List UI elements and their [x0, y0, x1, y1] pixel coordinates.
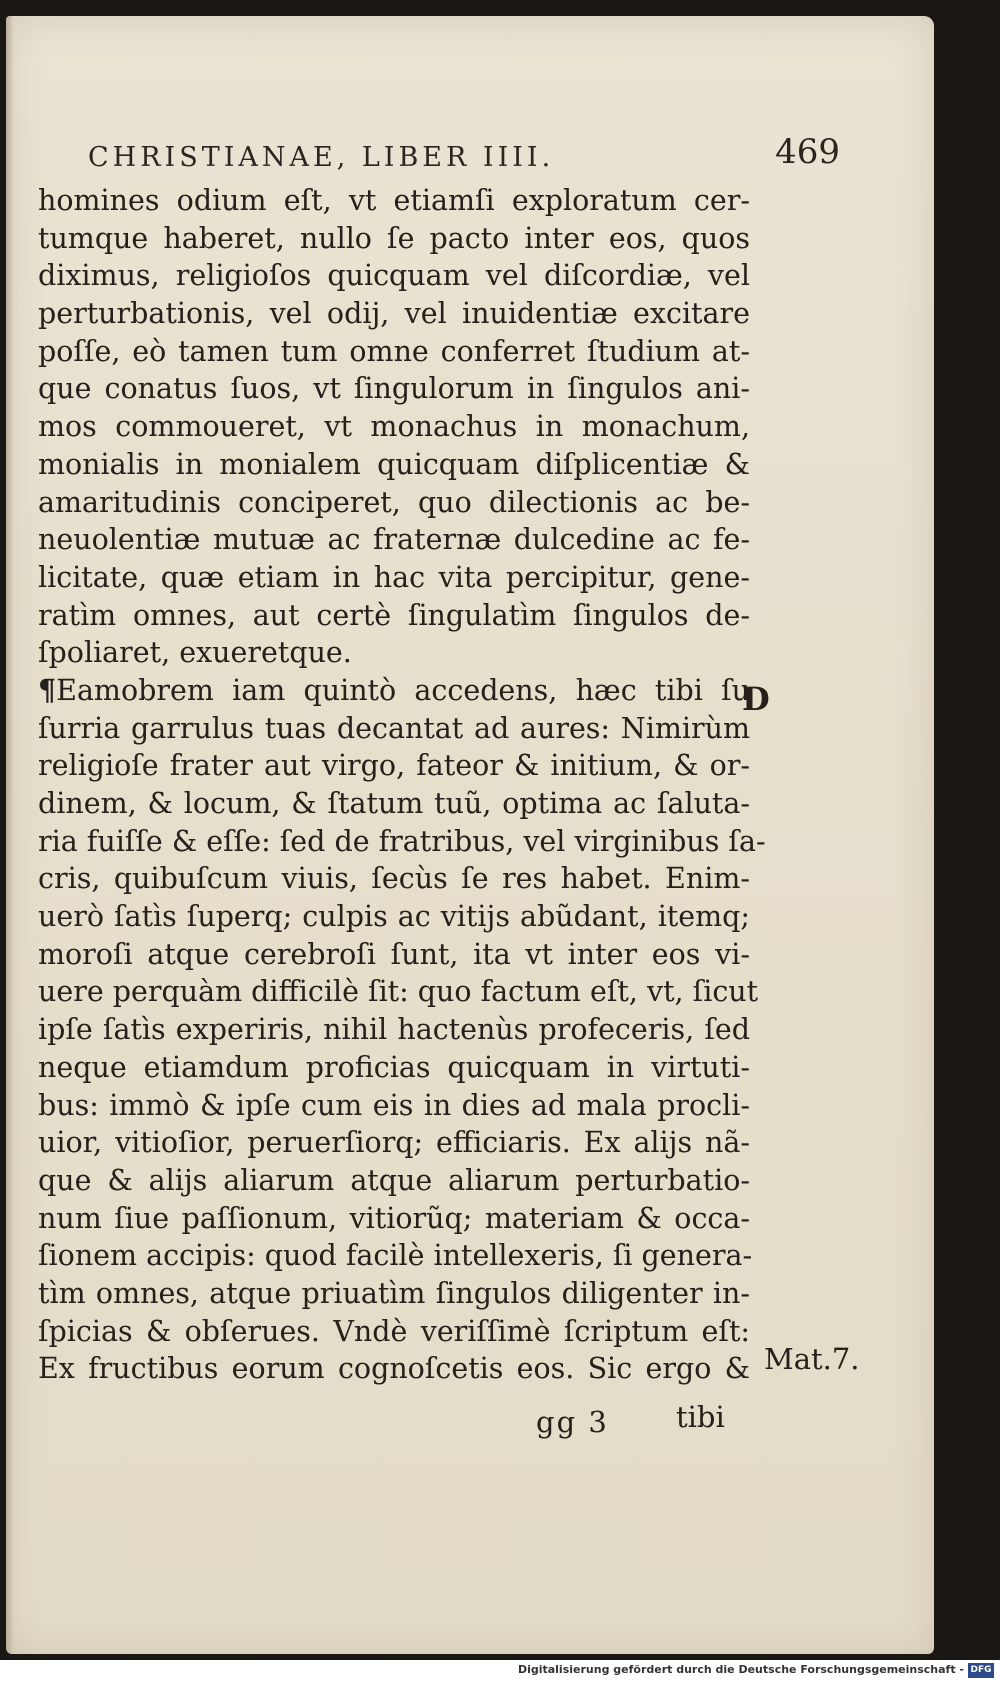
text-line: num ſiue paſſionum, vitiorũq; materiam & occa- — [38, 1201, 750, 1235]
text-line: monialis in monialem quicquam diſplicentiæ & — [38, 447, 750, 481]
text-line: Ex fructibus eorum cognoſcetis eos. Sic ergo & — [38, 1352, 750, 1386]
text-line: licitate, quæ etiam in hac vita percipitur, gene- — [38, 560, 750, 594]
text-line: cris, quibuſcum viuis, ſecùs ſe res habet. Enim- — [38, 862, 750, 896]
running-title: CHRISTIANAE, LIBER IIII. — [88, 142, 555, 173]
catchword: tibi — [676, 1400, 725, 1434]
text-line: religioſe frater aut virgo, fateor & initium, & or- — [38, 749, 750, 783]
text-line: ipſe ſatìs experiris, nihil hactenùs profeceris, ſed — [38, 1013, 750, 1047]
text-line: poſſe, eò tamen tum omne conferret ſtudium at- — [38, 334, 750, 368]
text-line: que & alijs aliarum atque aliarum perturbatio- — [38, 1163, 750, 1197]
text-line: ſionem accipis: quod facilè intellexeris, ſi genera- — [38, 1239, 753, 1273]
text-line: diximus, religioſos quicquam vel diſcordiæ, vel — [38, 259, 750, 293]
paragraph-mark: ¶ — [38, 672, 57, 707]
text-line: dinem, & locum, & ſtatum tuũ, optima ac ſaluta- — [38, 787, 750, 820]
text-line: que conatus ſuos, vt ſingulorum in ſingulos ani- — [38, 372, 750, 406]
page-number: 469 — [775, 132, 840, 172]
signature-mark: gg 3 — [536, 1405, 609, 1439]
body-text — [38, 182, 766, 1388]
paragraph-first-line — [38, 672, 750, 710]
text-line: neque etiamdum proficias quicquam in virtuti- — [38, 1050, 750, 1084]
text-line: moroſi atque cerebroſi ſunt, ita vt inter eos vi- — [38, 937, 750, 971]
text-line-content: Eamobrem iam quintò accedens, hæc tibi ſu — [56, 673, 750, 707]
text-line: neuolentiæ mutuæ ac fraternæ dulcedine ac fe- — [38, 523, 750, 557]
text-line: uior, vitioſior, peruerſiorq; efficiaris. Ex alijs nã- — [38, 1126, 750, 1160]
text-line: homines odium eſt, vt etiamſi exploratum cer- — [38, 184, 750, 217]
text-line: ria fuiſſe & eſſe: ſed de fratribus, vel virginibus ſa- — [38, 824, 766, 858]
margin-scripture-reference: Mat.7. — [764, 1342, 860, 1376]
text-line: amaritudinis conciperet, quo dilectionis ac be- — [38, 485, 750, 519]
text-line: bus: immò & ipſe cum eis in dies ad mala procli- — [38, 1088, 750, 1122]
text-line: ſpicias & obſerues. Vndè veriſſimè ſcriptum eſt: — [38, 1314, 750, 1348]
text-line: tìm omnes, atque priuatìm ſingulos diligenter in- — [38, 1276, 750, 1310]
text-line: ratìm omnes, aut certè ſingulatìm ſingulos de- — [38, 598, 750, 632]
funding-credit: Digitalisierung gefördert durch die Deutsche Forschungsgemeinschaft - — [517, 1663, 964, 1676]
text-line: perturbationis, vel odij, vel inuidentiæ excitare — [38, 297, 750, 331]
text-line: uere perquàm difficilè ſit: quo factum eſt, vt, ſicut — [38, 975, 759, 1009]
text-line: ſpoliaret, exueretque. — [38, 636, 352, 670]
text-line: uerò ſatìs ſuperq; culpis ac vitijs abũdant, itemq; — [38, 900, 750, 934]
digitization-footer — [0, 1660, 1000, 1682]
dfg-logo-icon: DFG — [968, 1663, 994, 1678]
text-line: tumque haberet, nullo ſe pacto inter eos, quos — [38, 221, 750, 255]
page-gutter-shadow — [6, 16, 14, 1654]
text-line: mos commoueret, vt monachus in monachum, — [38, 410, 750, 444]
running-head — [80, 130, 840, 174]
margin-section-letter: D — [742, 680, 770, 718]
text-line: ſurria garrulus tuas decantat ad aures: Nimirùm — [38, 711, 750, 745]
